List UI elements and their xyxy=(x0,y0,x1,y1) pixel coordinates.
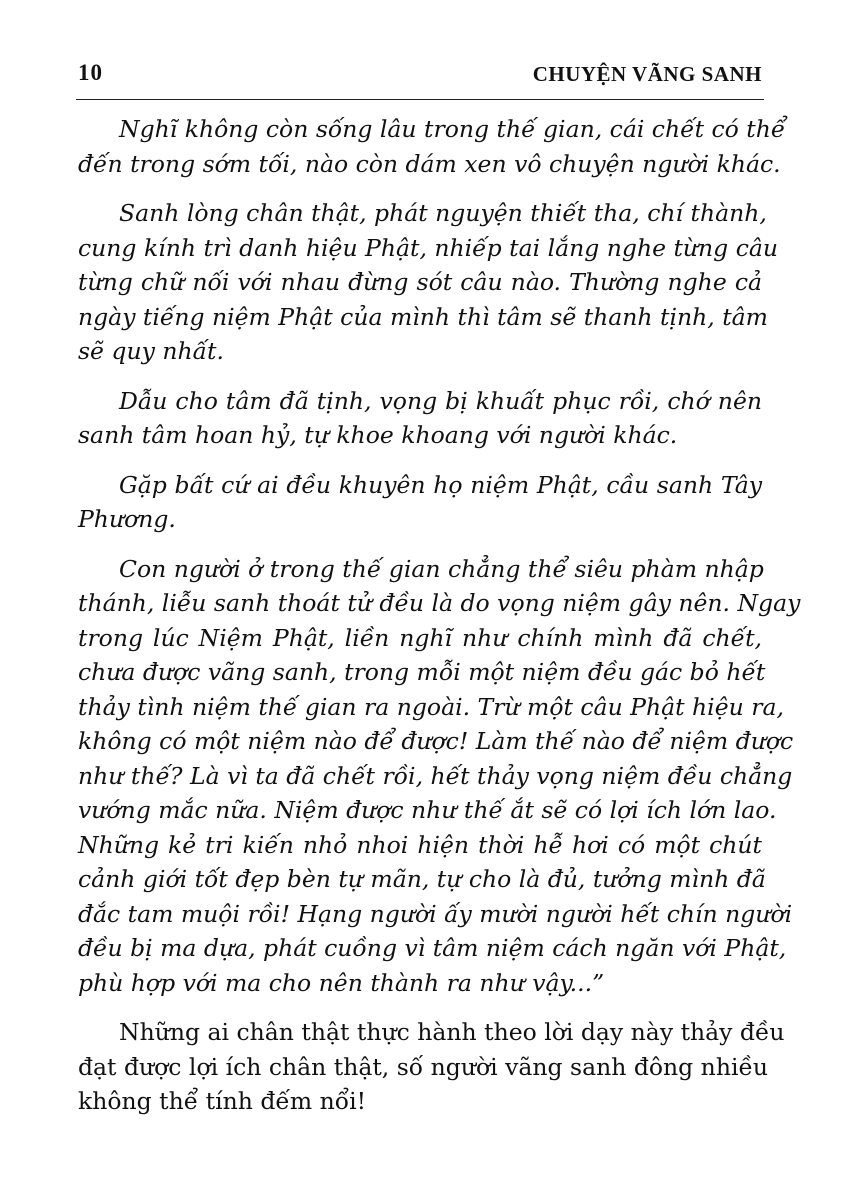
text-line: cung kính trì danh hiệu Phật, nhiếp tai lắng nghe từng câu xyxy=(78,233,778,262)
text-line: không có một niệm nào để được! Làm thế nào để niệm được xyxy=(78,727,794,755)
text-line: Những kẻ tri kiến nhỏ nhoi hiện thời hễ hơi có một chút xyxy=(78,830,762,859)
text-line: chưa được vãng sanh, trong mỗi một niệm đều gác bỏ hết xyxy=(78,658,766,686)
text-line: trong lúc Niệm Phật, liền nghĩ như chính mình đã chết, xyxy=(78,623,762,652)
text-line: Dẫu cho tâm đã tịnh, vọng bị khuất phục rồi, chớ nên xyxy=(119,386,762,415)
text-line: Con người ở trong thế gian chẳng thể siêu phàm nhập xyxy=(119,554,764,583)
paragraph xyxy=(78,552,801,1001)
text-line: vướng mắc nữa. Niệm được như thế ắt sẽ có lợi ích lớn lao. xyxy=(78,796,777,824)
text-line: không thể tính đếm nổi! xyxy=(78,1087,367,1115)
text-line: sẽ quy nhất. xyxy=(78,337,224,365)
text-line: Sanh lòng chân thật, phát nguyện thiết tha, chí thành, xyxy=(119,199,767,227)
text-line: phù hợp với ma cho nên thành ra như vậy...” xyxy=(78,968,605,997)
text-line: như thế? Là vì ta đã chết rồi, hết thảy vọng niệm đều chẳng xyxy=(78,761,793,790)
text-line: Nghĩ không còn sống lâu trong thế gian, cái chết có thể xyxy=(119,115,786,143)
text-line: thảy tình niệm thế gian ra ngoài. Trừ một câu Phật hiệu ra, xyxy=(78,692,784,721)
paragraph xyxy=(78,1015,785,1119)
text-line: Phương. xyxy=(78,505,176,533)
text-line: đắc tam muội rồi! Hạng người ấy mười người hết chín người xyxy=(78,899,793,928)
text-line: đều bị ma dựa, phát cuồng vì tâm niệm cách ngăn với Phật, xyxy=(78,934,787,962)
text-line: ngày tiếng niệm Phật của mình thì tâm sẽ thanh tịnh, tâm xyxy=(78,302,768,331)
paragraph xyxy=(78,384,762,453)
text-line: Gặp bất cứ ai đều khuyên họ niệm Phật, cầu sanh Tây xyxy=(119,470,762,499)
text-line: đến trong sớm tối, nào còn dám xen vô chuyện người khác. xyxy=(78,149,781,178)
page-number: 10 xyxy=(78,60,103,85)
text-line: sanh tâm hoan hỷ, tự khoe khoang với người khác. xyxy=(78,421,678,449)
text-line: đạt được lợi ích chân thật, số người vãng sanh đông nhiều xyxy=(78,1052,769,1081)
page-header xyxy=(78,60,762,100)
text-line: từng chữ nối với nhau đừng sót câu nào. Thường nghe cả xyxy=(78,268,762,296)
header-divider xyxy=(76,99,764,100)
running-title: CHUYỆN VÃNG SANH xyxy=(532,62,762,86)
paragraph xyxy=(78,112,786,181)
paragraph xyxy=(78,468,762,537)
text-line: cảnh giới tốt đẹp bèn tự mãn, tự cho là đủ, tưởng mình đã xyxy=(78,865,766,893)
body-text xyxy=(78,112,801,1134)
text-line: thánh, liễu sanh thoát tử đều là do vọng niệm gây nên. Ngay xyxy=(78,589,801,617)
text-line: Những ai chân thật thực hành theo lời dạy này thảy đều xyxy=(119,1018,785,1046)
paragraph xyxy=(78,196,778,369)
